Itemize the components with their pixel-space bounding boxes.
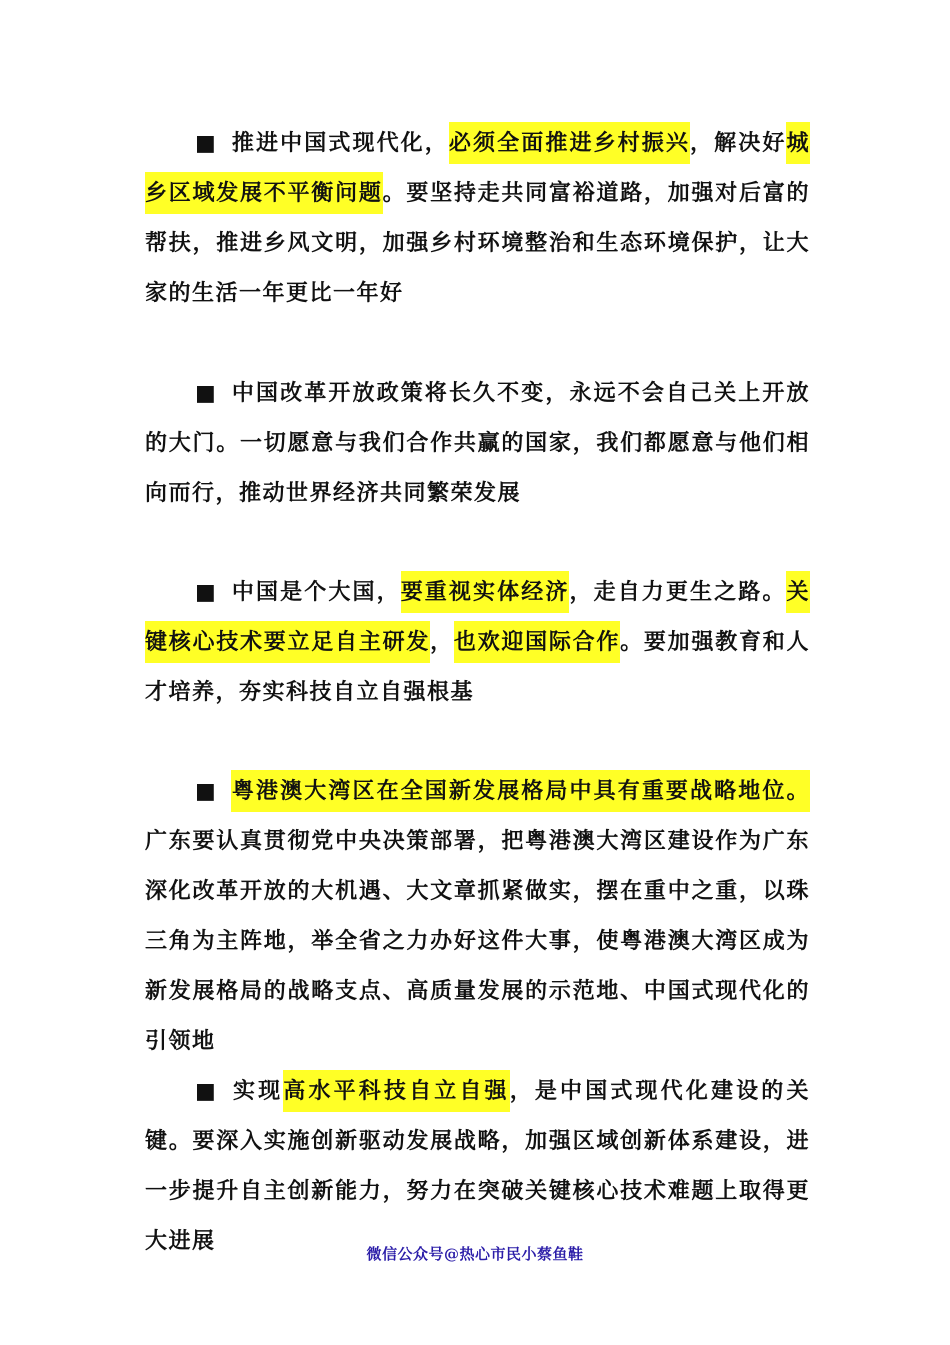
text-segment: 。要加强教育和人才培养，夯实科技自立自强根基 — [145, 629, 810, 705]
text-segment: 中国是个大国， — [231, 579, 401, 605]
highlighted-text: 关键核心技术要立足自主研发 — [145, 571, 810, 663]
text-segment: ， — [430, 629, 454, 655]
text-segment: 中国改革开放政策将长久不变，永远不会自己关上开放的大门。一切愿意与我们合作共赢的国家，我们都愿意与他们相向而行，推动世界经济共同繁荣发展 — [145, 380, 810, 506]
highlighted-text: 也欢迎国际合作 — [454, 621, 620, 663]
footer-watermark: 微信公众号@热心市民小蔡鱼鞋 — [366, 1245, 584, 1263]
paragraph-real-economy — [145, 567, 810, 717]
text-segment: ，解决好 — [690, 130, 787, 156]
paragraph-greater-bay-area — [145, 766, 810, 1066]
paragraph-reform-opening — [145, 368, 810, 518]
square-bullet-icon: ■ — [195, 380, 218, 406]
text-segment: ，是中国式现代化建设的关键。要深入实施创新驱动发展战略，加强区域创新体系建设，进一步提升自主创新能力，努力在突破关键核心技术难题上取得更大进展 — [145, 1078, 810, 1254]
square-bullet-icon: ■ — [195, 579, 218, 605]
highlighted-text: 必须全面推进乡村振兴 — [449, 122, 690, 164]
highlighted-text: 粤港澳大湾区在全国新发展格局中具有重要战略地位。 — [231, 770, 810, 812]
text-segment: 广东要认真贯彻党中央决策部署，把粤港澳大湾区建设作为广东深化改革开放的大机遇、大文章抓紧做实，摆在重中之重，以珠三角为主阵地，举全省之力办好这件大事，使粤港澳大湾区成为新发展格局的战略支点、高质量发展的示范地、中国式现代化的引领地 — [145, 828, 810, 1054]
paragraph-tech-self-reliance — [145, 1066, 810, 1266]
square-bullet-icon: ■ — [195, 1078, 218, 1104]
paragraph-rural-revitalization — [145, 118, 810, 318]
text-segment: 。要坚持走共同富裕道路，加强对后富的帮扶，推进乡风文明，加强乡村环境整治和生态环境保护，让大家的生活一年更比一年好 — [145, 180, 810, 306]
text-segment: ，走自力更生之路。 — [569, 579, 787, 605]
square-bullet-icon: ■ — [195, 130, 218, 156]
square-bullet-icon: ■ — [195, 778, 218, 804]
highlighted-text: 要重视实体经济 — [401, 571, 570, 613]
text-segment: 实现 — [231, 1078, 284, 1104]
highlighted-text: 高水平科技自立自强 — [283, 1070, 509, 1112]
text-segment: 推进中国式现代化， — [231, 130, 449, 156]
highlighted-text: 城乡区域发展不平衡问题 — [145, 122, 810, 214]
